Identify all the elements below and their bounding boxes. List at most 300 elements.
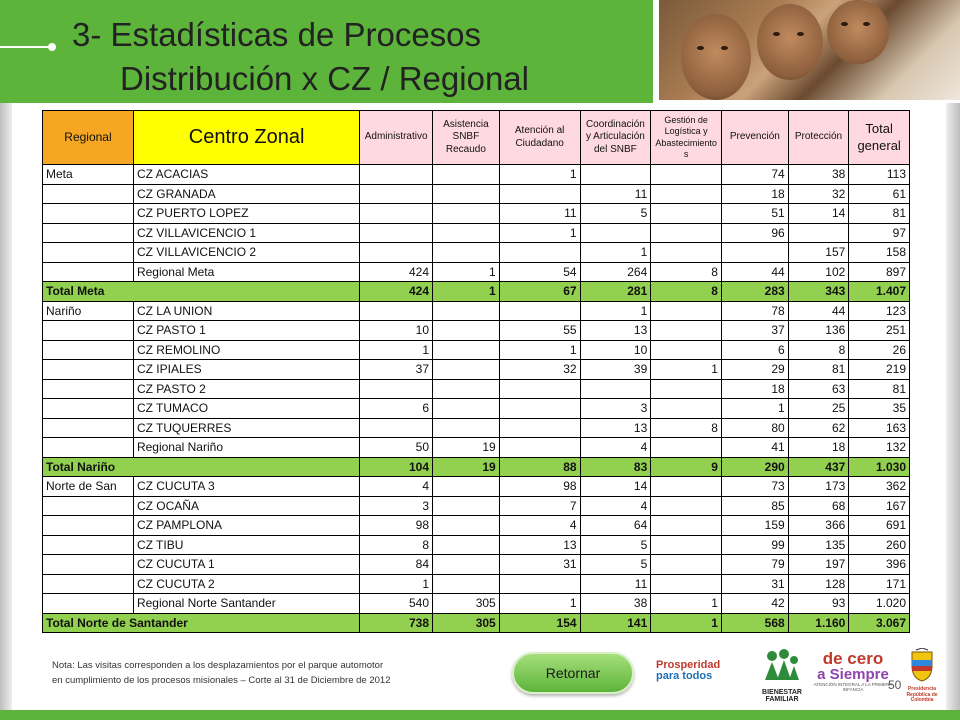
value-cell-adm xyxy=(360,243,433,263)
value-cell-asi xyxy=(433,379,500,399)
value-cell-ges xyxy=(651,477,722,497)
value-cell-ate xyxy=(499,574,580,594)
value-cell-coo xyxy=(580,223,651,243)
centro-zonal-cell: CZ TIBU xyxy=(133,535,359,555)
return-button[interactable]: Retornar xyxy=(512,652,634,694)
col-regional: Regional xyxy=(43,111,134,165)
centro-zonal-cell: Regional Norte Santander xyxy=(133,594,359,614)
value-cell-ges xyxy=(651,223,722,243)
children-photo xyxy=(653,0,960,103)
total-label-cell: Total Nariño xyxy=(43,457,360,477)
value-cell-tot: 1.407 xyxy=(849,282,910,302)
value-cell-pro: 157 xyxy=(788,243,849,263)
value-cell-ges xyxy=(651,535,722,555)
value-cell-asi: 305 xyxy=(433,613,500,633)
value-cell-tot: 171 xyxy=(849,574,910,594)
col-gestion: Gestión de Logística y Abastecimiento s xyxy=(651,111,722,165)
value-cell-pro: 102 xyxy=(788,262,849,282)
value-cell-coo: 11 xyxy=(580,574,651,594)
centro-zonal-cell: CZ ACACIAS xyxy=(133,165,359,185)
value-cell-tot: 61 xyxy=(849,184,910,204)
value-cell-ate: 55 xyxy=(499,321,580,341)
de-cero-main: de cero xyxy=(822,649,884,668)
centro-zonal-cell: CZ PASTO 1 xyxy=(133,321,359,341)
value-cell-adm: 37 xyxy=(360,360,433,380)
value-cell-pre: 159 xyxy=(721,516,788,536)
value-cell-ges xyxy=(651,321,722,341)
centro-zonal-cell: Regional Meta xyxy=(133,262,359,282)
value-cell-adm: 3 xyxy=(360,496,433,516)
value-cell-tot: 81 xyxy=(849,379,910,399)
table-row xyxy=(43,399,910,419)
value-cell-ate xyxy=(499,379,580,399)
value-cell-coo: 141 xyxy=(580,613,651,633)
table-row xyxy=(43,340,910,360)
side-shadow-right xyxy=(946,103,960,711)
value-cell-asi xyxy=(433,555,500,575)
value-cell-adm: 10 xyxy=(360,321,433,341)
value-cell-coo: 14 xyxy=(580,477,651,497)
value-cell-adm: 424 xyxy=(360,262,433,282)
value-cell-pre: 79 xyxy=(721,555,788,575)
value-cell-asi: 19 xyxy=(433,438,500,458)
value-cell-pro: 173 xyxy=(788,477,849,497)
value-cell-asi xyxy=(433,321,500,341)
regional-cell xyxy=(43,399,134,419)
table-row xyxy=(43,360,910,380)
value-cell-pro: 32 xyxy=(788,184,849,204)
value-cell-asi xyxy=(433,184,500,204)
value-cell-ate xyxy=(499,438,580,458)
value-cell-ate: 1 xyxy=(499,594,580,614)
value-cell-asi xyxy=(433,204,500,224)
value-cell-pre: 568 xyxy=(721,613,788,633)
value-cell-pro: 136 xyxy=(788,321,849,341)
value-cell-tot: 3.067 xyxy=(849,613,910,633)
value-cell-pre: 74 xyxy=(721,165,788,185)
centro-zonal-cell: CZ REMOLINO xyxy=(133,340,359,360)
value-cell-pro: 366 xyxy=(788,516,849,536)
value-cell-pre: 283 xyxy=(721,282,788,302)
value-cell-pre: 51 xyxy=(721,204,788,224)
value-cell-pro xyxy=(788,223,849,243)
centro-zonal-cell: CZ GRANADA xyxy=(133,184,359,204)
child-face xyxy=(757,4,823,80)
value-cell-tot: 691 xyxy=(849,516,910,536)
value-cell-adm xyxy=(360,418,433,438)
prosperidad-logo-line1: Prosperidad xyxy=(656,659,721,671)
presidencia-label: Presidencia República de Colombia xyxy=(906,686,938,703)
presidencia-logo xyxy=(900,648,944,704)
value-cell-pre: 18 xyxy=(721,184,788,204)
de-cero-sub: a Siempre xyxy=(817,666,889,683)
centro-zonal-cell: CZ VILLAVICENCIO 1 xyxy=(133,223,359,243)
value-cell-tot: 362 xyxy=(849,477,910,497)
value-cell-tot: 35 xyxy=(849,399,910,419)
value-cell-pro: 135 xyxy=(788,535,849,555)
family-icon xyxy=(762,648,802,682)
value-cell-ges xyxy=(651,184,722,204)
eye xyxy=(773,32,780,36)
footnote-line2: en cumplimiento de los procesos misionales – Corte al 31 de Diciembre de 2012 xyxy=(52,674,391,686)
value-cell-pro: 25 xyxy=(788,399,849,419)
value-cell-ges xyxy=(651,379,722,399)
value-cell-tot: 81 xyxy=(849,204,910,224)
value-cell-tot: 163 xyxy=(849,418,910,438)
table-row xyxy=(43,321,910,341)
page-title-line2: Distribución x CZ / Regional xyxy=(120,60,529,97)
value-cell-pre: 96 xyxy=(721,223,788,243)
value-cell-coo: 4 xyxy=(580,438,651,458)
value-cell-ate: 1 xyxy=(499,340,580,360)
value-cell-pro: 437 xyxy=(788,457,849,477)
value-cell-pro: 63 xyxy=(788,379,849,399)
value-cell-ate: 1 xyxy=(499,223,580,243)
value-cell-tot: 1.020 xyxy=(849,594,910,614)
table-total-row xyxy=(43,613,910,633)
eye xyxy=(841,22,848,26)
value-cell-coo: 13 xyxy=(580,321,651,341)
footnote-line1: Nota: Las visitas corresponden a los desplazamientos por el parque automotor xyxy=(52,660,384,671)
table-body xyxy=(43,165,910,633)
value-cell-pre: 29 xyxy=(721,360,788,380)
value-cell-tot: 123 xyxy=(849,301,910,321)
table-row xyxy=(43,516,910,536)
coat-of-arms-icon xyxy=(906,648,938,682)
value-cell-asi xyxy=(433,574,500,594)
value-cell-ges: 8 xyxy=(651,282,722,302)
value-cell-pro: 38 xyxy=(788,165,849,185)
value-cell-adm: 4 xyxy=(360,477,433,497)
value-cell-adm: 6 xyxy=(360,399,433,419)
page-title-line1: 3- Estadísticas de Procesos xyxy=(72,16,482,53)
value-cell-ate xyxy=(499,418,580,438)
value-cell-adm: 104 xyxy=(360,457,433,477)
value-cell-pre xyxy=(721,243,788,263)
table-row xyxy=(43,243,910,263)
value-cell-adm: 84 xyxy=(360,555,433,575)
col-proteccion: Protección xyxy=(788,111,849,165)
de-cero-tagline: ATENCIÓN INTEGRAL A LA PRIMERA INFANCIA xyxy=(813,682,893,692)
col-administrativo: Administrativo xyxy=(360,111,433,165)
value-cell-ges xyxy=(651,516,722,536)
total-label-cell: Total Norte de Santander xyxy=(43,613,360,633)
value-cell-tot: 26 xyxy=(849,340,910,360)
table-total-row xyxy=(43,282,910,302)
value-cell-adm xyxy=(360,204,433,224)
centro-zonal-cell: CZ PASTO 2 xyxy=(133,379,359,399)
value-cell-coo: 13 xyxy=(580,418,651,438)
value-cell-asi: 1 xyxy=(433,282,500,302)
value-cell-pre: 37 xyxy=(721,321,788,341)
col-centro-zonal: Centro Zonal xyxy=(133,111,359,165)
regional-cell: Meta xyxy=(43,165,134,185)
child-face xyxy=(681,14,751,100)
table-header-row xyxy=(43,111,910,165)
regional-cell xyxy=(43,321,134,341)
col-asistencia: Asistencia SNBF Recaudo xyxy=(433,111,500,165)
regional-cell xyxy=(43,438,134,458)
value-cell-asi xyxy=(433,477,500,497)
value-cell-pro: 18 xyxy=(788,438,849,458)
regional-cell xyxy=(43,223,134,243)
value-cell-pro: 81 xyxy=(788,360,849,380)
value-cell-ate: 154 xyxy=(499,613,580,633)
value-cell-ate: 98 xyxy=(499,477,580,497)
table-row xyxy=(43,379,910,399)
value-cell-asi xyxy=(433,223,500,243)
regional-cell xyxy=(43,360,134,380)
value-cell-tot: 1.030 xyxy=(849,457,910,477)
regional-cell xyxy=(43,340,134,360)
prosperidad-logo-line2: para todos xyxy=(656,670,713,682)
value-cell-tot: 260 xyxy=(849,535,910,555)
value-cell-adm xyxy=(360,165,433,185)
value-cell-asi xyxy=(433,243,500,263)
value-cell-ate: 32 xyxy=(499,360,580,380)
value-cell-pro: 68 xyxy=(788,496,849,516)
centro-zonal-cell: CZ CUCUTA 1 xyxy=(133,555,359,575)
value-cell-adm: 1 xyxy=(360,574,433,594)
value-cell-tot: 113 xyxy=(849,165,910,185)
table-row xyxy=(43,418,910,438)
value-cell-coo: 1 xyxy=(580,301,651,321)
table-row xyxy=(43,438,910,458)
value-cell-ate: 54 xyxy=(499,262,580,282)
col-prevencion: Prevención xyxy=(721,111,788,165)
value-cell-pre: 18 xyxy=(721,379,788,399)
value-cell-coo: 1 xyxy=(580,243,651,263)
value-cell-adm xyxy=(360,301,433,321)
value-cell-coo: 83 xyxy=(580,457,651,477)
value-cell-pre: 42 xyxy=(721,594,788,614)
value-cell-asi xyxy=(433,418,500,438)
value-cell-tot: 251 xyxy=(849,321,910,341)
regional-cell xyxy=(43,262,134,282)
value-cell-asi xyxy=(433,535,500,555)
bottom-bar xyxy=(0,710,960,720)
de-cero-a-siempre-logo xyxy=(812,650,894,700)
centro-zonal-cell: CZ PUERTO LOPEZ xyxy=(133,204,359,224)
value-cell-pre: 44 xyxy=(721,262,788,282)
value-cell-tot: 219 xyxy=(849,360,910,380)
value-cell-adm: 540 xyxy=(360,594,433,614)
value-cell-tot: 132 xyxy=(849,438,910,458)
value-cell-tot: 158 xyxy=(849,243,910,263)
regional-cell xyxy=(43,555,134,575)
value-cell-asi xyxy=(433,340,500,360)
value-cell-ate: 7 xyxy=(499,496,580,516)
value-cell-pro: 197 xyxy=(788,555,849,575)
centro-zonal-cell: CZ LA UNION xyxy=(133,301,359,321)
value-cell-coo: 38 xyxy=(580,594,651,614)
value-cell-adm: 98 xyxy=(360,516,433,536)
value-cell-pro: 93 xyxy=(788,594,849,614)
value-cell-ges xyxy=(651,574,722,594)
value-cell-pro: 14 xyxy=(788,204,849,224)
value-cell-ges xyxy=(651,555,722,575)
value-cell-coo: 281 xyxy=(580,282,651,302)
value-cell-asi xyxy=(433,496,500,516)
value-cell-pre: 41 xyxy=(721,438,788,458)
value-cell-ges: 1 xyxy=(651,360,722,380)
total-label-cell: Total Meta xyxy=(43,282,360,302)
regional-cell xyxy=(43,594,134,614)
regional-cell xyxy=(43,184,134,204)
value-cell-asi xyxy=(433,360,500,380)
value-cell-pre: 85 xyxy=(721,496,788,516)
decorative-dot xyxy=(48,43,56,51)
value-cell-ate: 13 xyxy=(499,535,580,555)
value-cell-adm: 424 xyxy=(360,282,433,302)
value-cell-ges xyxy=(651,301,722,321)
value-cell-asi: 19 xyxy=(433,457,500,477)
value-cell-ges xyxy=(651,438,722,458)
value-cell-pre: 6 xyxy=(721,340,788,360)
eye xyxy=(721,46,728,50)
footnote xyxy=(52,659,390,688)
table-row xyxy=(43,223,910,243)
table-row xyxy=(43,535,910,555)
value-cell-pre: 78 xyxy=(721,301,788,321)
table-row xyxy=(43,496,910,516)
value-cell-pre: 290 xyxy=(721,457,788,477)
regional-cell xyxy=(43,243,134,263)
value-cell-adm: 738 xyxy=(360,613,433,633)
value-cell-coo: 5 xyxy=(580,555,651,575)
value-cell-pro: 128 xyxy=(788,574,849,594)
value-cell-ges: 1 xyxy=(651,594,722,614)
value-cell-ges: 1 xyxy=(651,613,722,633)
eye xyxy=(863,22,870,26)
value-cell-pre: 99 xyxy=(721,535,788,555)
table-row xyxy=(43,477,910,497)
value-cell-pre: 31 xyxy=(721,574,788,594)
eye xyxy=(697,46,704,50)
value-cell-ate: 11 xyxy=(499,204,580,224)
value-cell-coo: 64 xyxy=(580,516,651,536)
value-cell-tot: 396 xyxy=(849,555,910,575)
regional-cell xyxy=(43,204,134,224)
centro-zonal-cell: CZ OCAÑA xyxy=(133,496,359,516)
regional-cell xyxy=(43,574,134,594)
value-cell-ges xyxy=(651,243,722,263)
value-cell-coo: 5 xyxy=(580,204,651,224)
value-cell-coo: 3 xyxy=(580,399,651,419)
value-cell-asi xyxy=(433,399,500,419)
value-cell-ges xyxy=(651,340,722,360)
table-row xyxy=(43,594,910,614)
prosperidad-logo xyxy=(656,660,734,702)
value-cell-ate xyxy=(499,184,580,204)
value-cell-ate: 1 xyxy=(499,165,580,185)
bienestar-familiar-logo xyxy=(752,648,812,704)
value-cell-pre: 80 xyxy=(721,418,788,438)
value-cell-adm: 1 xyxy=(360,340,433,360)
value-cell-asi: 305 xyxy=(433,594,500,614)
value-cell-adm: 50 xyxy=(360,438,433,458)
value-cell-ges xyxy=(651,399,722,419)
value-cell-pro: 343 xyxy=(788,282,849,302)
table-total-row xyxy=(43,457,910,477)
table-row xyxy=(43,204,910,224)
value-cell-ate: 67 xyxy=(499,282,580,302)
value-cell-ate: 4 xyxy=(499,516,580,536)
value-cell-asi: 1 xyxy=(433,262,500,282)
centro-zonal-cell: CZ TUQUERRES xyxy=(133,418,359,438)
value-cell-coo: 5 xyxy=(580,535,651,555)
value-cell-asi xyxy=(433,516,500,536)
regional-cell xyxy=(43,535,134,555)
centro-zonal-cell: CZ CUCUTA 3 xyxy=(133,477,359,497)
value-cell-ges xyxy=(651,165,722,185)
value-cell-adm: 8 xyxy=(360,535,433,555)
value-cell-coo xyxy=(580,165,651,185)
table-row xyxy=(43,262,910,282)
table-row xyxy=(43,555,910,575)
value-cell-ate xyxy=(499,399,580,419)
value-cell-tot: 897 xyxy=(849,262,910,282)
side-shadow-left xyxy=(0,103,12,711)
value-cell-coo xyxy=(580,379,651,399)
value-cell-pre: 73 xyxy=(721,477,788,497)
col-coordinacion: Coordinación y Articulación del SNBF xyxy=(580,111,651,165)
centro-zonal-cell: Regional Nariño xyxy=(133,438,359,458)
regional-cell: Norte de San xyxy=(43,477,134,497)
value-cell-adm xyxy=(360,379,433,399)
value-cell-asi xyxy=(433,165,500,185)
value-cell-asi xyxy=(433,301,500,321)
centro-zonal-cell: CZ TUMACO xyxy=(133,399,359,419)
child-face xyxy=(827,0,889,64)
col-atencion: Atención al Ciudadano xyxy=(499,111,580,165)
value-cell-tot: 167 xyxy=(849,496,910,516)
statistics-table xyxy=(42,110,910,633)
eye xyxy=(797,32,804,36)
value-cell-ate: 31 xyxy=(499,555,580,575)
value-cell-coo: 39 xyxy=(580,360,651,380)
table-row xyxy=(43,301,910,321)
value-cell-coo: 11 xyxy=(580,184,651,204)
value-cell-coo: 4 xyxy=(580,496,651,516)
table-row xyxy=(43,184,910,204)
regional-cell xyxy=(43,496,134,516)
value-cell-adm xyxy=(360,184,433,204)
value-cell-adm xyxy=(360,223,433,243)
table-row xyxy=(43,165,910,185)
regional-cell: Nariño xyxy=(43,301,134,321)
decorative-line xyxy=(0,46,52,48)
table-row xyxy=(43,574,910,594)
centro-zonal-cell: CZ IPIALES xyxy=(133,360,359,380)
value-cell-coo: 264 xyxy=(580,262,651,282)
value-cell-ges: 8 xyxy=(651,418,722,438)
regional-cell xyxy=(43,379,134,399)
centro-zonal-cell: CZ VILLAVICENCIO 2 xyxy=(133,243,359,263)
regional-cell xyxy=(43,418,134,438)
value-cell-tot: 97 xyxy=(849,223,910,243)
value-cell-pro: 1.160 xyxy=(788,613,849,633)
value-cell-pre: 1 xyxy=(721,399,788,419)
regional-cell xyxy=(43,516,134,536)
centro-zonal-cell: CZ CUCUTA 2 xyxy=(133,574,359,594)
value-cell-ate xyxy=(499,301,580,321)
value-cell-ges xyxy=(651,496,722,516)
value-cell-pro: 8 xyxy=(788,340,849,360)
value-cell-coo: 10 xyxy=(580,340,651,360)
col-total-general: Total general xyxy=(849,111,910,165)
value-cell-ate xyxy=(499,243,580,263)
